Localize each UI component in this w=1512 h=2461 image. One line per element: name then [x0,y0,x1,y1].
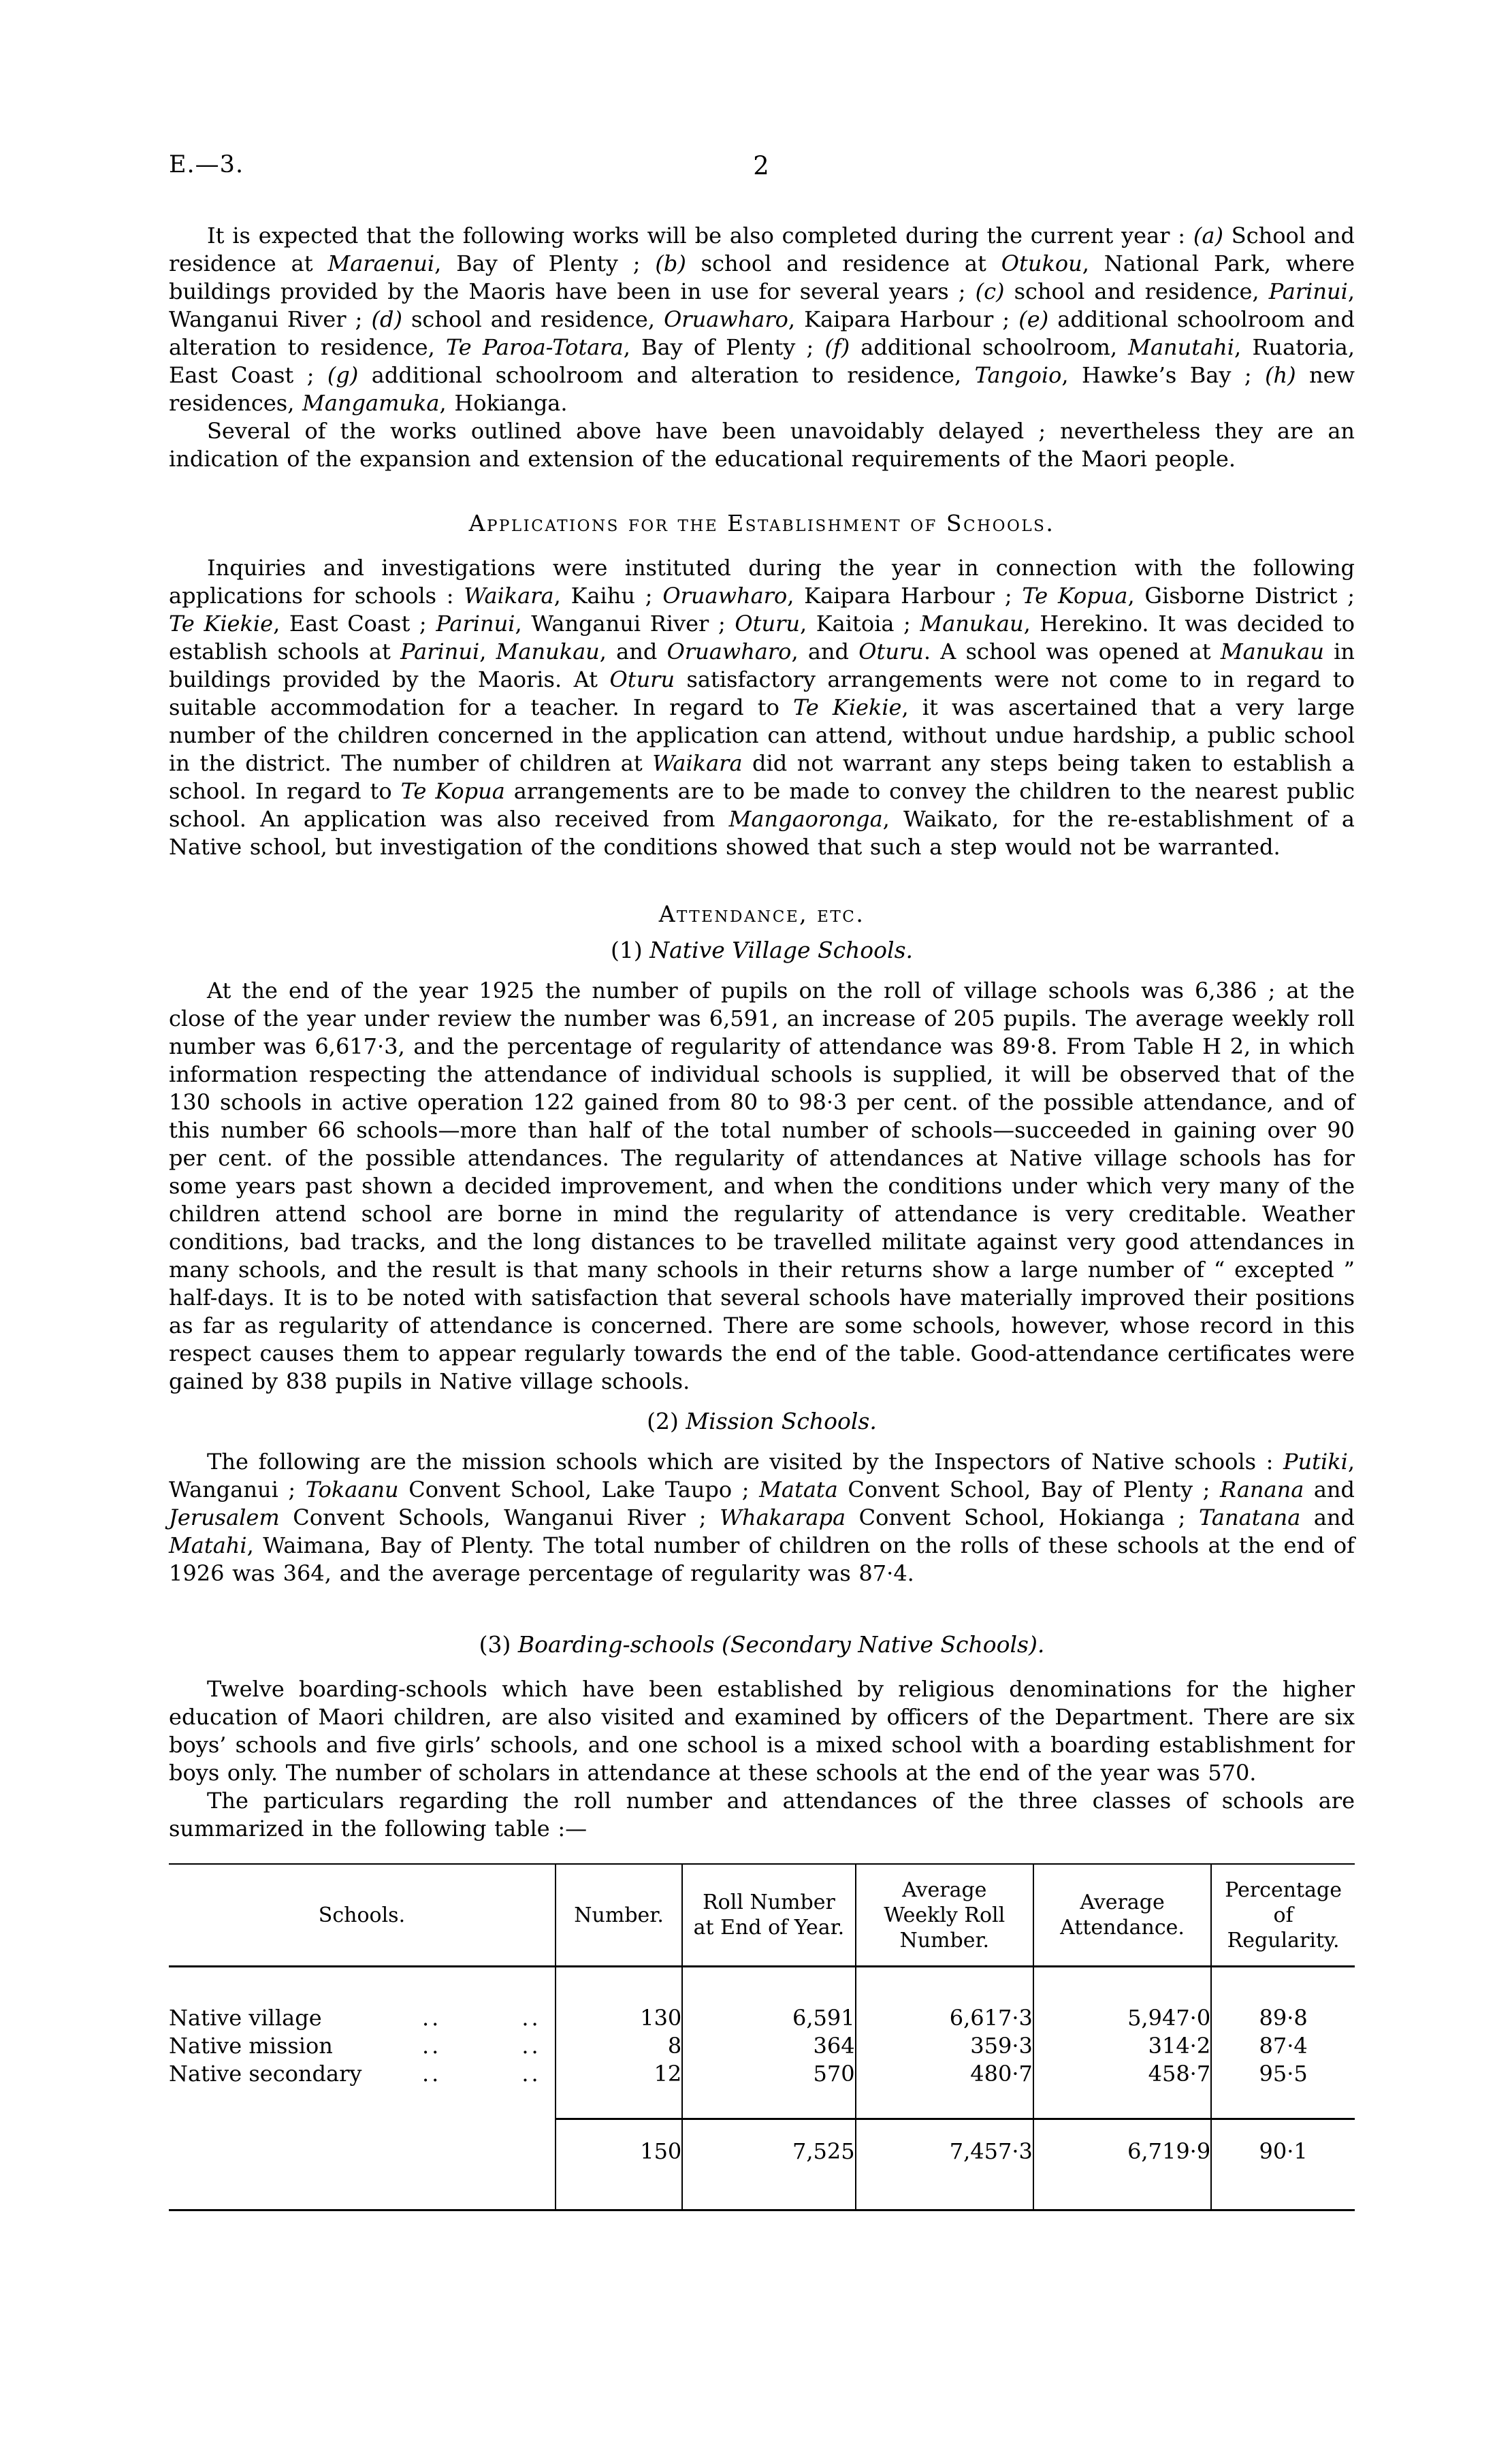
cell-total-regularity: 90·1 [1211,2119,1355,2210]
cell-roll-end: 6,591 [682,1967,855,2033]
paragraph-applications: Inquiries and investigations were instituted during the year in connection with the following applications for schools : Waikara, Kaihu ; Oruawharo, Kaipara Harbour ; Te Kopua, Gisborne District ; Te Kiekie, East Coast ; Parinui, Wanganui River ; Oturu, Kaitoia ; Manukau, Herekino. It was decided to establish schools at Parinui, Manukau, and Oruawharo, and Oturu. A school was opened at Manukau in buildings provided by the Maoris. At Oturu satisfactory arrangements were not come to in regard to suitable accommodation for a teacher. In regard to Te Kiekie, it was ascertained that a very large number of the children concerned in the application can attend, without undue hardship, a public school in the district. The number of children at Waikara did not warrant any steps being taken to establish a school. In regard to Te Kopua arrangements are to be made to convey the children to the nearest public school. An application was also received from Mangaoronga, Waikato, for the re-establishment of a Native school, but investigation of the conditions showed that such a step would not be warranted. [169,555,1355,860]
cell-roll-end: 364 [682,2032,855,2060]
leader-dots: .. [521,2033,541,2059]
leader-dots: .. [521,2061,541,2087]
cell-regularity: 95·5 [1211,2060,1355,2119]
cell-school-name-empty [169,2119,556,2210]
cell-school-name [169,2032,556,2060]
leader-dots: .. [521,2005,541,2031]
paragraph-mission-schools: The following are the mission schools which are visited by the Inspectors of Native schools : Putiki, Wanganui ; Tokaanu Convent School, Lake Taupo ; Matata Convent School, Bay of Plenty ; Ranana and Jerusalem Convent Schools, Wanganui River ; Whakarapa Convent School, Hokianga ; Tanatana and Matahi, Waimana, Bay of Plenty. The total number of children on the rolls of these schools at the end of 1926 was 364, and the average percentage of regularity was 87·4. [169,1449,1355,1586]
subheading-mission-schools: (2) Mission Schools. [647,1408,877,1434]
cell-avg-attendance: 458·7 [1033,2060,1211,2119]
col-header-avg-attendance: Average Attendance. [1033,1864,1211,1967]
school-name-label: Native mission [169,2033,333,2059]
cell-avg-weekly: 6,617·3 [856,1967,1033,2033]
cell-number: 12 [556,2060,682,2119]
cell-total-avg-weekly: 7,457·3 [856,2119,1033,2210]
page-header [169,151,1355,187]
col-header-roll-end: Roll Number at End of Year. [682,1864,855,1967]
subheading-boarding-schools: (3) Boarding-schools (Secondary Native Schools). [479,1631,1045,1658]
school-name-label: Native village [169,2005,322,2031]
paragraph-works-delayed: Several of the works outlined above have been unavoidably delayed ; nevertheless they are an indication of the expansion and extension of the educational requirements of the Maori people. [169,418,1355,472]
leader-dots: .. [422,2033,442,2059]
cell-number: 130 [556,1967,682,2033]
cell-school-name [169,1967,556,2033]
table-row-native-village [169,1967,1355,2033]
paragraph-table-intro: The particulars regarding the roll number and attendances of the three classes of schools are summarized in the following table :— [169,1788,1355,1841]
section-heading-applications: Applications for the Establishment of Schools. [468,510,1055,536]
page-number: 2 [753,151,769,180]
col-header-regularity: Percentage of Regularity. [1211,1864,1355,1967]
table-row-native-mission [169,2032,1355,2060]
table-row-native-secondary [169,2060,1355,2119]
cell-school-name [169,2060,556,2119]
col-header-number: Number. [556,1864,682,1967]
cell-avg-attendance: 314·2 [1033,2032,1211,2060]
cell-total-number: 150 [556,2119,682,2210]
text-column [169,151,1355,2211]
table-header-row [169,1864,1355,1967]
cell-avg-attendance: 5,947·0 [1033,1967,1211,2033]
paragraph-boarding-schools: Twelve boarding-schools which have been established by religious denominations for the higher education of Maori children, are also visited and examined by officers of the Department. There are six boys’ schools and five girls’ schools, and one school is a mixed school with a boarding establishment for boys only. The number of scholars in attendance at these schools at the end of the year was 570. [169,1676,1355,1786]
cell-regularity: 87·4 [1211,2032,1355,2060]
cell-total-roll-end: 7,525 [682,2119,855,2210]
leader-dots: .. [422,2005,442,2031]
cell-avg-weekly: 480·7 [856,2060,1033,2119]
paragraph-expected-works: It is expected that the following works will be also completed during the current year : (a) School and residence at Maraenui, Bay of Plenty ; (b) school and residence at Otukou, National Park, where buildings provided by the Maoris have been in use for several years ; (c) school and residence, Parinui, Wanganui River ; (d) school and residence, Oruawharo, Kaipara Harbour ; (e) additional schoolroom and alteration to residence, Te Paroa-Totara, Bay of Plenty ; (f) additional schoolroom, Manutahi, Ruatoria, East Coast ; (g) additional schoolroom and alteration to residence, Tangoio, Hawke’s Bay ; (h) new residences, Mangamuka, Hokianga. [169,223,1355,416]
subheading-native-village-schools: (1) Native Village Schools. [610,937,914,963]
table-row-totals [169,2119,1355,2210]
paragraph-native-village: At the end of the year 1925 the number of pupils on the roll of village schools was 6,386 ; at the close of the year under review the number was 6,591, an increase of 205 pupils. The average weekly roll number was 6,617·3, and the percentage of regularity of attendance was 89·8. From Table H 2, in which information respecting the attendance of individual schools is supplied, it will be observed that of the 130 schools in active operation 122 gained from 80 to 98·3 per cent. of the possible attendance, and of this number 66 schools—more than half of the total number of schools—succeeded in gaining over 90 per cent. of the possible attendances. The regularity of attendances at Native village schools has for some years past shown a decided improvement, and when the conditions under which very many of the children attend school are borne in mind the regularity of attendance is very creditable. Weather conditions, bad tracks, and the long distances to be travelled militate against very good attendances in many schools, and the result is that many schools in their returns show a large number of “ excepted ” half-days. It is to be noted with satisfaction that several schools have materially improved their positions as far as regularity of attendance is concerned. There are some schools, however, whose record in this respect causes them to appear regularly towards the end of the table. Good-attendance certificates were gained by 838 pupils in Native village schools. [169,978,1355,1394]
col-header-schools: Schools. [169,1864,556,1967]
report-code: E.—3. [169,151,244,178]
cell-number: 8 [556,2032,682,2060]
cell-total-avg-attendance: 6,719·9 [1033,2119,1211,2210]
cell-roll-end: 570 [682,2060,855,2119]
cell-avg-weekly: 359·3 [856,2032,1033,2060]
school-name-label: Native secondary [169,2061,362,2087]
cell-regularity: 89·8 [1211,1967,1355,2033]
leader-dots: .. [422,2061,442,2087]
col-header-avg-weekly: Average Weekly Roll Number. [856,1864,1033,1967]
section-heading-attendance: Attendance, etc. [658,901,865,927]
attendance-summary-table [169,1863,1355,2211]
